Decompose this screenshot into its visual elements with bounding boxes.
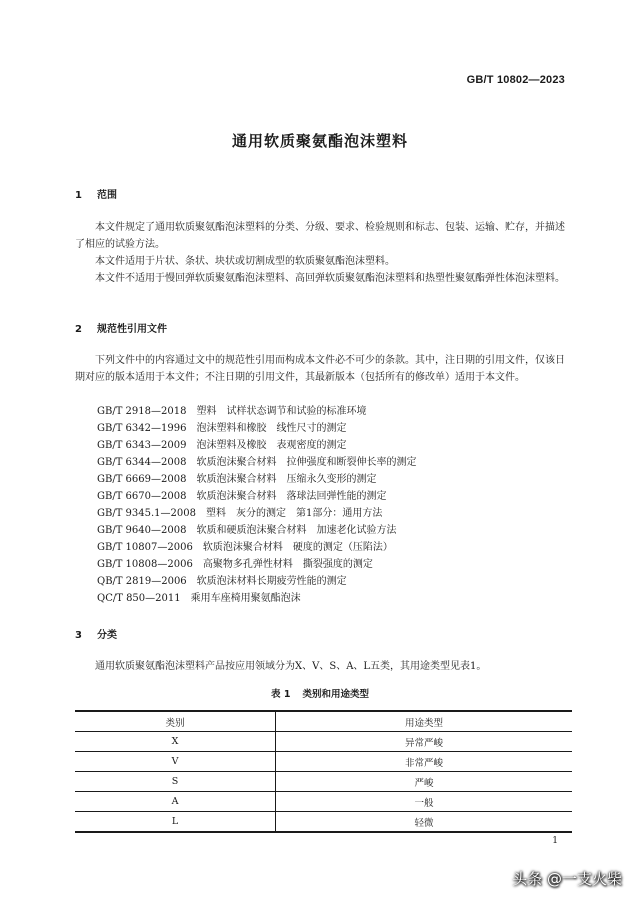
table-caption [0, 686, 640, 700]
table-row [75, 752, 572, 772]
reference-item: GB/T 6344—2008 软质泡沫聚合材料 拉伸强度和断裂伸长率的测定 [97, 457, 417, 468]
section-title: 分类 [97, 630, 117, 641]
section-number: 2 [75, 324, 82, 335]
table-cell-category: A [75, 792, 276, 812]
reference-item: GB/T 6670—2008 软质泡沫聚合材料 落球法回弹性能的测定 [97, 491, 387, 502]
standard-code: GB/T 10802—2023 [466, 74, 565, 86]
table-header-row [75, 711, 572, 732]
table-header-cell: 类别 [75, 711, 276, 732]
reference-item: GB/T 9345.1—2008 塑料 灰分的测定 第1部分：通用方法 [97, 508, 383, 519]
table-cell-category: X [75, 732, 276, 752]
table-cell-category: L [75, 812, 276, 833]
table-row [75, 792, 572, 812]
table-cell-category: S [75, 772, 276, 792]
table-caption-title: 类别和用途类型 [302, 689, 369, 700]
watermark: 头条 @一支火柴 [512, 870, 622, 888]
classification-paragraph: 通用软质聚氨酯泡沫塑料产品按应用领域分为X、V、S、A、L五类，其用途类型见表1。 [95, 661, 487, 672]
table-cell-category: V [75, 752, 276, 772]
reference-item: GB/T 9640—2008 软质和硬质泡沫聚合材料 加速老化试验方法 [97, 525, 397, 536]
section-title: 范围 [97, 190, 117, 201]
table-cell-usage: 一般 [276, 792, 573, 812]
reference-item: QB/T 2819—2006 软质泡沫材料长期疲劳性能的测定 [97, 576, 347, 587]
section-number: 3 [75, 630, 82, 641]
reference-item: QC/T 850—2011 乘用车座椅用聚氨酯泡沫 [97, 593, 301, 604]
reference-item: GB/T 10808—2006 高聚物多孔弹性材料 撕裂强度的测定 [97, 559, 373, 570]
reference-item: GB/T 6343—2009 泡沫塑料及橡胶 表观密度的测定 [97, 440, 347, 451]
table-cell-usage: 异常严峻 [276, 732, 573, 752]
section-1-heading [75, 186, 117, 201]
reference-list [97, 403, 572, 607]
reference-item: GB/T 6669—2008 软质泡沫聚合材料 压缩永久变形的测定 [97, 474, 377, 485]
section-title: 规范性引用文件 [97, 324, 167, 335]
table-cell-usage: 严峻 [276, 772, 573, 792]
table-cell-usage: 轻微 [276, 812, 573, 833]
classification-table [75, 710, 572, 833]
scope-paragraph-3: 本文件不适用于慢回弹软质聚氨酯泡沫塑料、高回弹软质聚氨酯泡沫塑料和热塑性聚氨酯弹性体泡沫塑料。 [95, 273, 565, 284]
page-number: 1 [552, 836, 558, 846]
table-row [75, 772, 572, 792]
table-cell-usage: 非常严峻 [276, 752, 573, 772]
references-intro: 下列文件中的内容通过文中的规范性引用而构成本文件必不可少的条款。其中，注日期的引用文件，仅该日期对应的版本适用于本文件；不注日期的引用文件，其最新版本（包括所有的修改单）适用于本文件。 [75, 355, 565, 383]
section-3-heading [75, 626, 117, 641]
scope-paragraph-2: 本文件适用于片状、条状、块状或切割成型的软质聚氨酯泡沫塑料。 [95, 256, 395, 267]
reference-item: GB/T 10807—2006 软质泡沫聚合材料 硬度的测定（压陷法） [97, 542, 393, 553]
section-2-heading [75, 320, 167, 335]
document-title: 通用软质聚氨酯泡沫塑料 [231, 132, 408, 150]
table-row [75, 732, 572, 752]
table-caption-number: 表 1 [271, 689, 291, 700]
scope-paragraph-1: 本文件规定了通用软质聚氨酯泡沫塑料的分类、分级、要求、检验规则和标志、包装、运输、贮存，并描述了相应的试验方法。 [75, 222, 565, 250]
section-number: 1 [75, 190, 82, 201]
reference-item: GB/T 2918—2018 塑料 试样状态调节和试验的标准环境 [97, 406, 367, 417]
reference-item: GB/T 6342—1996 泡沫塑料和橡胶 线性尺寸的测定 [97, 423, 347, 434]
table-row [75, 812, 572, 833]
table-header-cell: 用途类型 [276, 711, 573, 732]
